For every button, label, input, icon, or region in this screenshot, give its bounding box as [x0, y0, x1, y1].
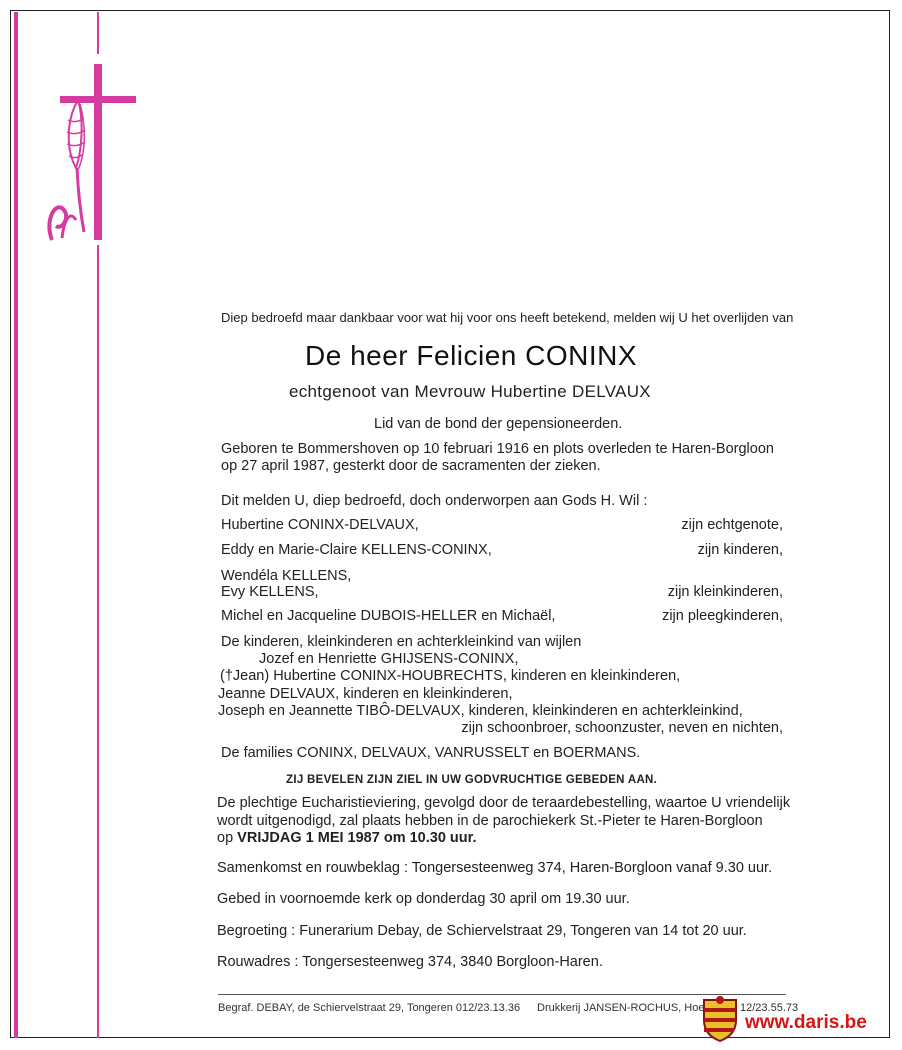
footer-printer: Drukkerij JANSEN-ROCHUS, Hoe [537, 1002, 705, 1014]
service-line-2: wordt uitgenodigd, zal plaats hebben in de parochiekerk St.-Pieter te Haren-Borgloon [217, 813, 763, 829]
family-name: Hubertine CONINX-DELVAUX, [221, 517, 419, 533]
family-name: Wendéla KELLENS, [221, 568, 352, 584]
birth-line-1: Geboren te Bommershoven op 10 februari 1916 en plots overleden te Haren-Borgloon [221, 441, 774, 457]
intro-text: Diep bedroefd maar dankbaar voor wat hij voor ons heeft betekend, melden wij U het overlijden van [221, 310, 794, 325]
address-line: Rouwadres : Tongersesteenweg 374, 3840 Borgloon-Haren. [217, 954, 603, 970]
family-name: Eddy en Marie-Claire KELLENS-CONINX, [221, 542, 492, 558]
announce-line: Dit melden U, diep bedroefd, doch onderworpen aan Gods H. Wil : [221, 493, 648, 509]
family-relation: zijn kleinkinderen, [667, 584, 783, 600]
service-date: VRIJDAG 1 MEI 1987 om 10.30 uur. [237, 830, 477, 846]
greeting-line: Begroeting : Funerarium Debay, de Schiervelstraat 29, Tongeren van 14 tot 20 uur. [217, 923, 747, 939]
left-rule-outer [14, 12, 18, 1038]
cross-wheat-icon [40, 60, 140, 250]
prayer-line: ZIJ BEVELEN ZIJN ZIEL IN UW GODVRUCHTIGE GEBEDEN AAN. [286, 774, 658, 786]
family-name: Evy KELLENS, [221, 584, 319, 600]
service-line-3 [217, 829, 477, 847]
service-line-1: De plechtige Eucharistieviering, gevolgd door de teraardebestelling, waartoe U vriendelijk [217, 795, 791, 811]
families-line: De families CONINX, DELVAUX, VANRUSSELT en BOERMANS. [221, 745, 641, 761]
family-name: Michel en Jacqueline DUBOIS-HELLER en Michaël, [221, 608, 556, 624]
member-line: Lid van de bond der gepensioneerden. [374, 416, 623, 432]
footer-undertaker: Begraf. DEBAY, de Schiervelstraat 29, Tongeren 012/23.13.36 [218, 1002, 521, 1014]
footer-divider [218, 994, 786, 995]
left-rule-inner-bottom [97, 245, 99, 1038]
family-relation: zijn kinderen, [697, 542, 783, 558]
prayer-service-line: Gebed in voornoemde kerk op donderdag 30 april om 19.30 uur. [217, 891, 630, 907]
extended-line-4: Jeanne DELVAUX, kinderen en kleinkinderen, [218, 686, 513, 702]
service-line-3-prefix: op [217, 830, 234, 846]
crest-icon [700, 996, 740, 1042]
left-rule-inner-top [97, 12, 99, 54]
extended-line-6: zijn schoonbroer, schoonzuster, neven en nichten, [461, 720, 783, 736]
family-relation: zijn echtgenote, [681, 517, 783, 533]
footer-phone: 12/23.55.73 [740, 1002, 799, 1014]
extended-line-2: Jozef en Henriette GHIJSENS-CONINX, [259, 651, 519, 667]
family-relation: zijn pleegkinderen, [662, 608, 783, 624]
extended-line-1: De kinderen, kleinkinderen en achterkleinkind van wijlen [221, 634, 582, 650]
birth-line-2: op 27 april 1987, gesterkt door de sacramenten der zieken. [221, 458, 601, 474]
extended-line-5: Joseph en Jeannette TIBÔ-DELVAUX, kinderen, kleinkinderen en achterkleinkind, [218, 703, 743, 719]
deceased-name: De heer Felicien CONINX [305, 340, 638, 371]
spouse-line: echtgenoot van Mevrouw Hubertine DELVAUX [289, 382, 651, 401]
gathering-line: Samenkomst en rouwbeklag : Tongersesteenweg 374, Haren-Borgloon vanaf 9.30 uur. [217, 860, 773, 876]
extended-line-3: (†Jean) Hubertine CONINX-HOUBRECHTS, kinderen en kleinkinderen, [220, 668, 681, 684]
watermark-site: www.daris.be [745, 1012, 867, 1033]
